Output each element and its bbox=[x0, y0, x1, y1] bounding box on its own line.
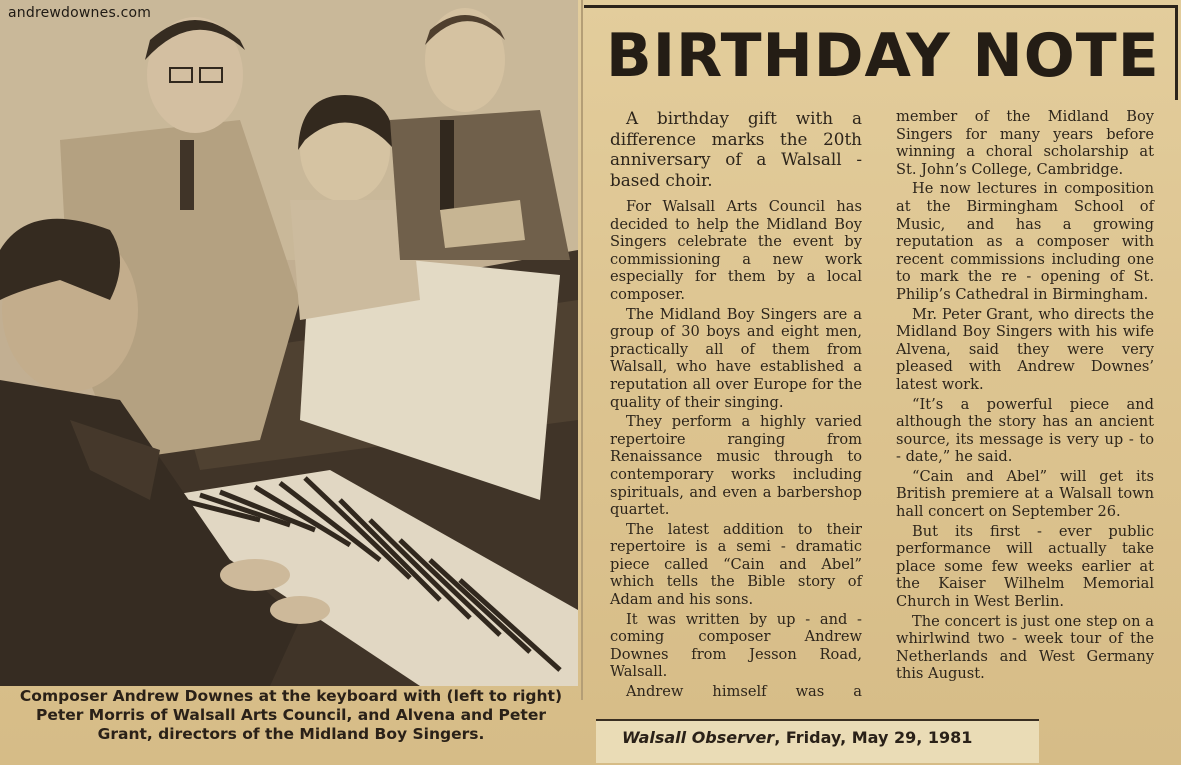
paragraph: member of the Midland Boy Singers for many years before winning a choral scholarship at St. John’s College, Cambridge. bbox=[896, 108, 1154, 178]
photo-illustration bbox=[0, 0, 578, 686]
lead-paragraph: A birthday gift with a difference marks the 20th anniversary of a Walsall - based choir. bbox=[610, 108, 862, 190]
article-column-2 bbox=[896, 108, 1154, 685]
paragraph: “Cain and Abel” will get its British premiere at a Walsall town hall concert on September 26. bbox=[896, 467, 1154, 521]
photo-caption: Composer Andrew Downes at the keyboard with (left to right) Peter Morris of Walsall Arts Council, and Alvena and Peter Grant, directors of the Midland Boy Singers. bbox=[19, 687, 563, 743]
paragraph: Mr. Peter Grant, who directs the Midland Boy Singers with his wife Alvena, said they were very pleased with Andrew Downes’ latest work. bbox=[896, 305, 1154, 393]
newspaper-name: Walsall Observer bbox=[622, 728, 775, 747]
paragraph: For Walsall Arts Council has decided to help the Midland Boy Singers celebrate the event by commissioning a new work especially for them by a local composer. bbox=[610, 198, 862, 303]
paragraph: But its first - ever public performance will actually take place some few weeks earlier at the Kaiser Wilhelm Memorial Church in West Berlin. bbox=[896, 522, 1154, 611]
paragraph: The latest addition to their repertoire is a semi - dramatic piece called “Cain and Abel” which tells the Bible story of Adam and his sons. bbox=[610, 520, 862, 609]
paragraph: They perform a highly varied repertoire ranging from Renaissance music through to contemporary works including spirituals, and even a barbershop quartet. bbox=[610, 413, 862, 519]
paragraph: The concert is just one step on a whirlwind two - week tour of the Netherlands and West Germany this August. bbox=[896, 612, 1154, 683]
article-column-1 bbox=[610, 108, 862, 703]
column-divider bbox=[581, 0, 583, 700]
paragraph: “It’s a powerful piece and although the story has an ancient source, its message is very up - to - date,” he said. bbox=[896, 395, 1154, 466]
article-headline: BIRTHDAY NOTE bbox=[606, 21, 1160, 91]
paragraph: The Midland Boy Singers are a group of 30 boys and eight men, practically all of them from Walsall, who have established a reputation all over Europe for the quality of their singing. bbox=[610, 305, 862, 411]
watermark-text: andrewdownes.com bbox=[8, 5, 152, 21]
publication-date: , Friday, May 29, 1981 bbox=[774, 728, 973, 747]
article-photo bbox=[0, 0, 578, 686]
paragraph: Andrew himself was a bbox=[626, 683, 862, 701]
dateline bbox=[622, 728, 972, 747]
paragraph: It was written by up - and - coming composer Andrew Downes from Jesson Road, Walsall. bbox=[610, 610, 862, 681]
paragraph: He now lectures in composition at the Birmingham School of Music, and has a growing reputation as a composer with recent commissions including one to mark the re - opening of St. Philip’s Cathedral in Birmingham. bbox=[896, 180, 1154, 303]
